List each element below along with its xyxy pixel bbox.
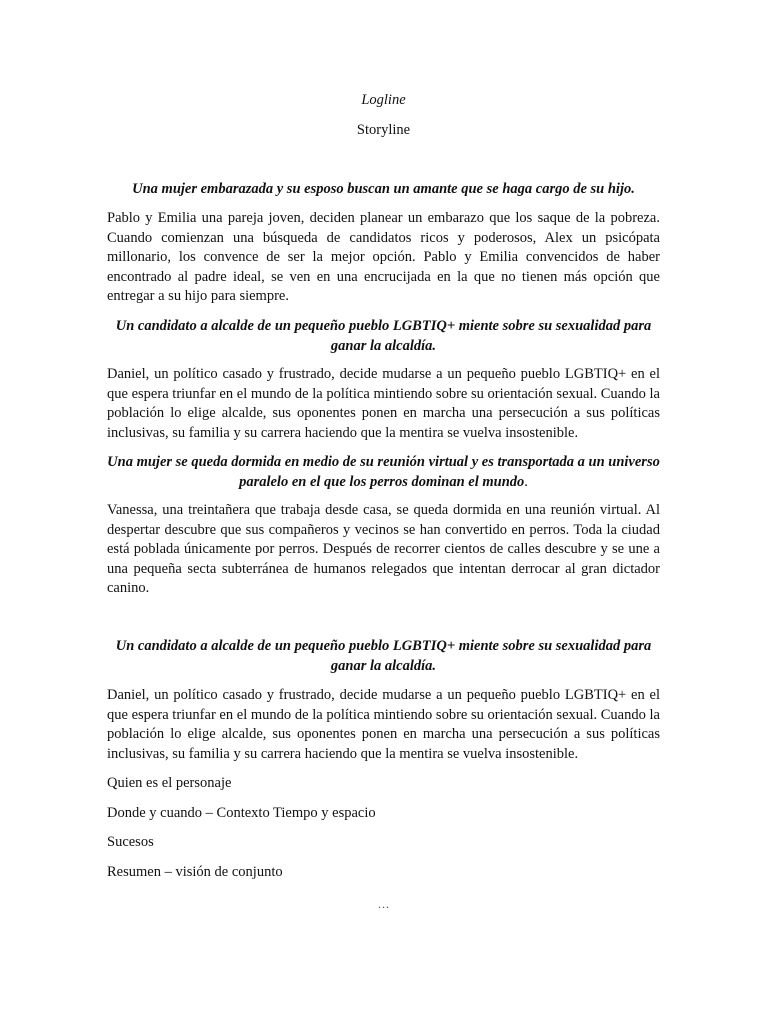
synopsis-1: Pablo y Emilia una pareja joven, deciden planear un embarazo que los saque de la pobreza. Cuando comienzan una búsqueda de candidatos ricos y poderosos, Alex un psicópata millonario, los convence de ser la mejor opción. Pablo y Emilia convencidos de haber encontrado al padre ideal, se ven en una encrucijada en la que no tienen más opción que entregar a su hijo para siempre. (107, 210, 660, 304)
synopsis-3: Vanessa, una treintañera que trabaja desde casa, se queda dormida en una reunión virtual. Al despertar descubre que sus compañeros y vecinos se han convertido en perros. Toda la ciudad está poblada únicamente por perros. Después de recorrer cientos de calles descubre y se une a una pequeña secta subterránea de humanos relegados que intentan derrocar al gran dictador canino. (107, 502, 660, 596)
logline-3-text: Una mujer se queda dormida en medio de su reunión virtual y es transportada a un universo paralelo en el que los perros dominan el mundo (107, 454, 660, 490)
logline-3 (107, 453, 660, 492)
synopsis-2: Daniel, un político casado y frustrado, decide mudarse a un pequeño pueblo LGBTIQ+ en el que espera triunfar en el mundo de la política mintiendo sobre su orientación sexual. Cuando la población lo elige alcalde, sus oponentes ponen en marcha una persecución a sus políticas inclusivas, su familia y su carrera haciendo que la mentira se vuelva insostenible. (107, 366, 660, 441)
logline-4-text: Un candidato a alcalde de un pequeño pueblo LGBTIQ+ miente sobre su sexualidad para ganar la alcaldía. (115, 638, 652, 674)
heading-logline: Logline (361, 92, 406, 108)
note-resumen: Resumen – visión de conjunto (107, 864, 283, 880)
synopsis-4: Daniel, un político casado y frustrado, decide mudarse a un pequeño pueblo LGBTIQ+ en el que espera triunfar en el mundo de la política mintiendo sobre su orientación sexual. Cuando la población lo elige alcalde, sus oponentes ponen en marcha una persecución a sus políticas inclusivas, su familia y su carrera haciendo que la mentira se vuelva insostenible. (107, 687, 660, 762)
logline-2-text: Un candidato a alcalde de un pequeño pueblo LGBTIQ+ miente sobre su sexualidad para ganar la alcaldía. (115, 318, 652, 354)
logline-1-text: Una mujer embarazada y su esposo buscan un amante que se haga cargo de su hijo. (132, 181, 635, 197)
note-personaje: Quien es el personaje (107, 775, 232, 791)
continuation-ellipsis: … (377, 897, 390, 911)
note-sucesos: Sucesos (107, 834, 154, 850)
heading-storyline: Storyline (356, 122, 411, 138)
logline-4 (107, 637, 660, 676)
logline-3-tail: . (524, 473, 528, 490)
logline-1 (107, 180, 660, 200)
note-contexto: Donde y cuando – Contexto Tiempo y espacio (107, 805, 376, 821)
logline-2 (107, 317, 660, 356)
